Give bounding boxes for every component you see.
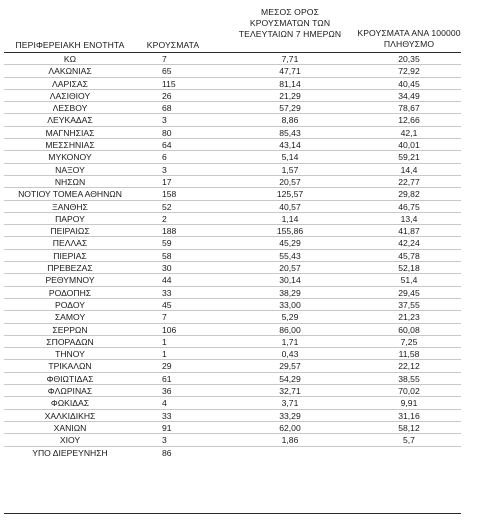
row-region-cell: ΦΘΙΩΤΙΔΑΣ — [46, 373, 94, 384]
row-seven-day-average-cell: 33,29 — [279, 410, 301, 421]
row-region-cell: ΞΑΝΘΗΣ — [52, 201, 88, 212]
row-region-cell: ΦΛΩΡΙΝΑΣ — [47, 386, 93, 397]
table-body — [0, 53, 496, 459]
row-region-cell: ΚΩ — [63, 54, 77, 64]
row-seven-day-average-cell: 1,71 — [281, 336, 299, 347]
row-seven-day-average-cell: 55,43 — [279, 250, 301, 261]
row-per-100k-cell: 46,75 — [398, 201, 420, 212]
table-row — [0, 397, 496, 409]
row-seven-day-average-cell: 57,29 — [279, 103, 301, 114]
row-per-100k-cell: 34,49 — [398, 90, 420, 101]
row-per-100k-cell: 45,78 — [398, 250, 420, 261]
row-cases-cell: 106 — [162, 324, 177, 335]
table-row — [0, 262, 496, 274]
table-row — [0, 385, 496, 397]
row-region-cell: ΠΕΛΛΑΣ — [52, 238, 88, 249]
row-seven-day-average-cell: 5,29 — [281, 312, 299, 323]
row-region-cell: ΣΠΟΡΑΔΩΝ — [46, 336, 94, 347]
table-row — [0, 127, 496, 139]
table-row — [0, 114, 496, 126]
row-per-100k-cell: 42,24 — [398, 238, 420, 249]
row-per-100k-cell: 20,35 — [398, 54, 420, 64]
row-region-cell: ΝΑΞΟΥ — [55, 164, 85, 175]
row-region-cell: ΛΕΥΚΑΔΑΣ — [47, 115, 93, 126]
row-per-100k-cell: 51,4 — [400, 275, 418, 286]
row-cases-cell: 17 — [162, 176, 172, 187]
row-region-cell: ΠΡΕΒΕΖΑΣ — [47, 263, 93, 274]
row-seven-day-average-cell: 29,57 — [279, 361, 301, 372]
row-region-cell: ΛΕΣΒΟΥ — [52, 103, 88, 114]
row-cases-cell: 44 — [162, 275, 172, 286]
row-cases-cell: 1 — [162, 349, 167, 360]
row-seven-day-average-cell: 8,86 — [281, 115, 299, 126]
row-per-100k-cell: 29,45 — [398, 287, 420, 298]
row-region-cell: ΠΑΡΟΥ — [55, 213, 85, 224]
row-per-100k-cell: 37,55 — [398, 299, 420, 310]
table-row — [0, 447, 496, 459]
row-cases-cell: 58 — [162, 250, 172, 261]
header-cases: ΚΡΟΥΣΜΑΤΑ — [146, 40, 200, 50]
table-row — [0, 250, 496, 262]
row-cases-cell: 64 — [162, 140, 172, 151]
row-cases-cell: 36 — [162, 386, 172, 397]
row-cases-cell: 115 — [162, 78, 176, 89]
row-region-cell: ΜΥΚΟΝΟΥ — [48, 152, 92, 163]
row-cases-cell: 158 — [162, 189, 177, 200]
table-row — [0, 410, 496, 422]
row-region-cell: ΥΠΟ ΔΙΕΡΕΥΝΗΣΗ — [32, 447, 108, 458]
row-cases-cell: 188 — [162, 226, 177, 237]
row-seven-day-average-cell: 43,14 — [279, 140, 301, 151]
table-row — [0, 201, 496, 213]
row-cases-cell: 7 — [162, 312, 167, 323]
row-region-cell: ΛΑΣΙΘΙΟΥ — [49, 90, 91, 101]
row-cases-cell: 3 — [162, 435, 167, 446]
row-per-100k-cell: 58,12 — [398, 422, 420, 433]
row-cases-cell: 29 — [162, 361, 172, 372]
row-per-100k-cell: 5,7 — [403, 435, 415, 446]
row-seven-day-average-cell: 85,43 — [279, 127, 301, 138]
row-seven-day-average-cell: 45,29 — [279, 238, 301, 249]
row-region-cell: ΠΙΕΡΙΑΣ — [53, 250, 87, 261]
row-per-100k-cell: 40,45 — [398, 78, 420, 89]
row-cases-cell: 1 — [162, 336, 167, 347]
row-cases-cell: 91 — [162, 422, 172, 433]
row-cases-cell: 59 — [162, 238, 172, 249]
row-cases-cell: 68 — [162, 103, 172, 114]
row-cases-cell: 3 — [162, 164, 167, 175]
row-seven-day-average-cell: 81,14 — [279, 78, 301, 89]
row-region-cell: ΤΡΙΚΑΛΩΝ — [48, 361, 92, 372]
row-region-cell: ΧΑΛΚΙΔΙΚΗΣ — [44, 410, 96, 421]
row-region-cell: ΧΙΟΥ — [59, 435, 81, 446]
row-region-cell: ΜΕΣΣΗΝΙΑΣ — [45, 140, 95, 151]
table-row — [0, 139, 496, 151]
row-per-100k-cell: 9,91 — [400, 398, 418, 409]
row-region-cell: ΝΗΣΩΝ — [54, 176, 86, 187]
row-region-cell: ΣΑΜΟΥ — [54, 312, 86, 323]
table-row — [0, 422, 496, 434]
row-per-100k-cell: 42,1 — [400, 127, 418, 138]
row-region-cell: ΛΑΚΩΝΙΑΣ — [48, 66, 92, 77]
row-seven-day-average-cell: 125,57 — [276, 189, 304, 200]
table-row — [0, 164, 496, 176]
row-per-100k-cell: 41,87 — [398, 226, 420, 237]
row-seven-day-average-cell: 155,86 — [276, 226, 304, 237]
table-row — [0, 225, 496, 237]
table-bottom-rule — [4, 513, 461, 514]
row-cases-cell: 33 — [162, 287, 172, 298]
header-region: ΠΕΡΙΦΕΡΕΙΑΚΗ ΕΝΟΤΗΤΑ — [15, 40, 125, 50]
row-cases-cell: 26 — [162, 90, 172, 101]
row-seven-day-average-cell: 40,57 — [279, 201, 301, 212]
table-row — [0, 213, 496, 225]
row-cases-cell: 86 — [162, 447, 172, 458]
table-row — [0, 434, 496, 446]
row-seven-day-average-cell: 3,71 — [281, 398, 299, 409]
row-region-cell: ΣΕΡΡΩΝ — [52, 324, 88, 335]
row-region-cell: ΛΑΡΙΣΑΣ — [52, 78, 88, 89]
row-per-100k-cell: 13,4 — [400, 213, 418, 224]
row-per-100k-cell: 11,58 — [398, 349, 420, 360]
row-region-cell: ΝΟΤΙΟΥ ΤΟΜΕΑ ΑΘΗΝΩΝ — [18, 189, 122, 200]
row-seven-day-average-cell: 47,71 — [279, 66, 301, 77]
table-row — [0, 336, 496, 348]
row-per-100k-cell: 40,01 — [398, 140, 420, 151]
row-cases-cell: 45 — [162, 299, 172, 310]
row-seven-day-average-cell: 54,29 — [279, 373, 301, 384]
row-cases-cell: 52 — [162, 201, 172, 212]
row-cases-cell: 6 — [162, 152, 167, 163]
row-region-cell: ΠΕΙΡΑΙΩΣ — [50, 226, 90, 237]
row-seven-day-average-cell: 38,29 — [279, 287, 301, 298]
row-per-100k-cell: 59,21 — [398, 152, 420, 163]
row-seven-day-average-cell: 20,57 — [279, 263, 301, 274]
row-seven-day-average-cell: 32,71 — [279, 386, 301, 397]
row-per-100k-cell: 70,02 — [398, 386, 420, 397]
row-cases-cell: 80 — [162, 127, 172, 138]
table-row — [0, 102, 496, 114]
table-row — [0, 90, 496, 102]
row-per-100k-cell: 78,67 — [398, 103, 420, 114]
table-row — [0, 151, 496, 163]
row-region-cell: ΦΩΚΙΔΑΣ — [50, 398, 90, 409]
header-seven-day-average: ΜΕΣΟΣ ΟΡΟΣ ΚΡΟΥΣΜΑΤΩΝ ΤΩΝ ΤΕΛΕΥΤΑΙΩΝ 7 ΗΜΕΡΩΝ — [238, 7, 342, 39]
row-cases-cell: 7 — [162, 54, 167, 64]
row-region-cell: ΜΑΓΝΗΣΙΑΣ — [45, 127, 95, 138]
table-row — [0, 299, 496, 311]
row-region-cell: ΡΕΘΥΜΝΟΥ — [45, 275, 95, 286]
row-per-100k-cell: 14,4 — [400, 164, 418, 175]
table-header — [0, 0, 496, 52]
row-per-100k-cell: 52,18 — [398, 263, 420, 274]
table-row — [0, 360, 496, 372]
row-region-cell: ΡΟΔΟΠΗΣ — [48, 287, 92, 298]
table-row — [0, 373, 496, 385]
table-row — [0, 237, 496, 249]
row-region-cell: ΤΗΝΟΥ — [55, 349, 85, 360]
header-cases-per-100k: ΚΡΟΥΣΜΑΤΑ ΑΝΑ 100000 ΠΛΗΘΥΣΜΟ — [357, 28, 461, 49]
row-seven-day-average-cell: 62,00 — [279, 422, 301, 433]
row-cases-cell: 3 — [162, 115, 167, 126]
row-per-100k-cell: 21,23 — [398, 312, 420, 323]
row-per-100k-cell: 7,25 — [400, 336, 418, 347]
row-seven-day-average-cell: 86,00 — [279, 324, 301, 335]
table-row — [0, 78, 496, 90]
row-cases-cell: 65 — [162, 66, 172, 77]
row-region-cell: ΧΑΝΙΩΝ — [53, 422, 87, 433]
row-per-100k-cell: 29,82 — [398, 189, 420, 200]
row-seven-day-average-cell: 5,14 — [281, 152, 299, 163]
row-cases-cell: 2 — [162, 213, 167, 224]
row-per-100k-cell: 31,16 — [398, 410, 420, 421]
row-cases-cell: 4 — [162, 398, 167, 409]
row-per-100k-cell: 60,08 — [398, 324, 420, 335]
row-seven-day-average-cell: 20,57 — [279, 176, 301, 187]
row-seven-day-average-cell: 1,57 — [281, 164, 299, 175]
row-seven-day-average-cell: 21,29 — [279, 90, 301, 101]
row-per-100k-cell: 22,77 — [398, 176, 420, 187]
table-row — [0, 287, 496, 299]
row-per-100k-cell: 22,12 — [398, 361, 420, 372]
row-seven-day-average-cell: 30,14 — [279, 275, 301, 286]
row-cases-cell: 33 — [162, 410, 172, 421]
row-cases-cell: 61 — [162, 373, 172, 384]
table-row — [0, 65, 496, 77]
row-per-100k-cell: 72,92 — [398, 66, 420, 77]
row-per-100k-cell: 12,66 — [398, 115, 420, 126]
row-seven-day-average-cell: 7,71 — [281, 54, 299, 64]
row-per-100k-cell: 38,55 — [398, 373, 420, 384]
table-row — [0, 53, 496, 65]
row-seven-day-average-cell: 33,00 — [279, 299, 301, 310]
table-row — [0, 311, 496, 323]
table-row — [0, 176, 496, 188]
row-cases-cell: 30 — [162, 263, 172, 274]
row-seven-day-average-cell: 1,86 — [281, 435, 299, 446]
row-seven-day-average-cell: 0,43 — [281, 349, 299, 360]
row-seven-day-average-cell: 1,14 — [281, 213, 299, 224]
table-row — [0, 324, 496, 336]
row-region-cell: ΡΟΔΟΥ — [55, 299, 85, 310]
table-row — [0, 348, 496, 360]
table-row — [0, 274, 496, 286]
table-row — [0, 188, 496, 200]
